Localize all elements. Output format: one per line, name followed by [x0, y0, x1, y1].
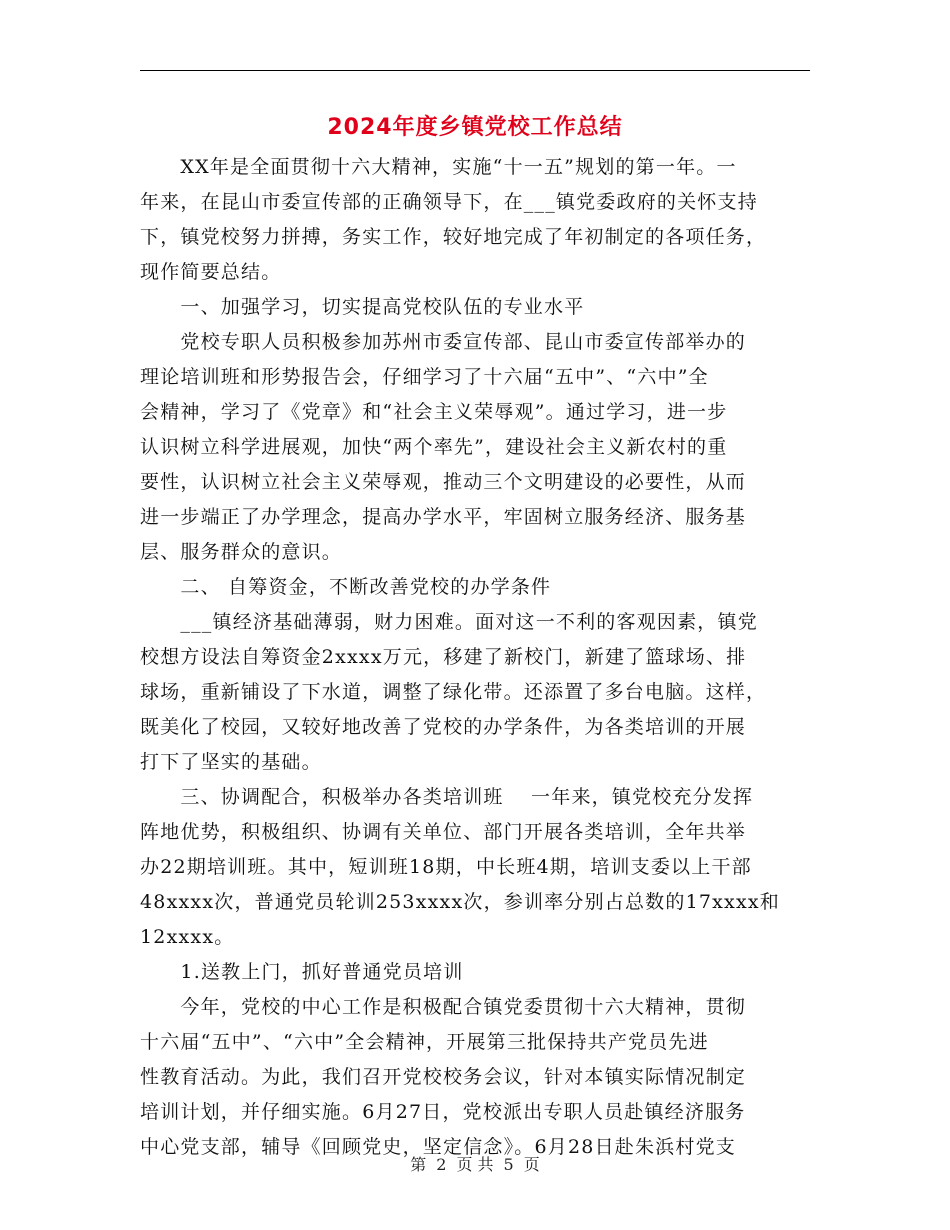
page-label-post: 页 — [523, 1155, 540, 1174]
body-line: 校想方设法自筹资金2xxxx万元，移建了新校门，新建了篮球场、排 — [140, 646, 747, 668]
body-line: 党校专职人员积极参加苏州市委宣传部、昆山市委宣传部举办的 — [140, 331, 747, 353]
body-line: 办22期培训班。其中，短训班18期，中长班4期，培训支委以上干部 — [140, 856, 752, 878]
page-footer — [140, 1152, 810, 1175]
total-pages: 5 — [503, 1155, 514, 1174]
body-line: 打下了坚实的基础。 — [140, 751, 322, 773]
body-line: 现作简要总结。 — [140, 261, 282, 283]
section-heading: 二、 自筹资金，不断改善党校的办学条件 — [140, 576, 552, 598]
body-line: 12xxxx。 — [140, 926, 235, 948]
body-line: 性教育活动。为此，我们召开党校校务会议，针对本镇实际情况制定 — [140, 1066, 747, 1088]
body-line: 下，镇党校努力拼搏，务实工作，较好地完成了年初制定的各项任务， — [140, 226, 767, 248]
body-line: 球场，重新铺设了下水道，调整了绿化带。还添置了多台电脑。这样， — [140, 681, 767, 703]
document-body — [140, 150, 810, 1165]
body-line: 中心党支部，辅导《回顾党史，坚定信念》。6月28日赴朱浜村党支 — [140, 1136, 736, 1158]
subsection-heading: 1.送教上门，抓好普通党员培训 — [140, 961, 464, 983]
body-line: 层、服务群众的意识。 — [140, 541, 343, 563]
section-heading: 三、协调配合，积极举办各类培训班 一年来，镇党校充分发挥 — [140, 786, 754, 808]
body-line: 培训计划，并仔细实施。6月27日，党校派出专职人员赴镇经济服务 — [140, 1101, 746, 1123]
body-line: XX年是全面贯彻十六大精神，实施“十一五”规划的第一年。一 — [140, 156, 737, 178]
body-line: ___镇经济基础薄弱，财力困难。面对这一不利的客观因素，镇党 — [140, 611, 758, 633]
body-line: 理论培训班和形势报告会，仔细学习了十六届“五中”、“六中”全 — [140, 366, 709, 388]
body-line: 认识树立科学进展观，加快“两个率先”，建设社会主义新农村的重 — [140, 436, 728, 458]
body-line: 48xxxx次，普通党员轮训253xxxx次，参训率分别占总数的17xxxx和 — [140, 891, 781, 913]
document-title: 2024年度乡镇党校工作总结 — [327, 115, 623, 140]
page-label-pre: 第 — [410, 1155, 427, 1174]
page-number: 2 — [436, 1155, 447, 1174]
body-line: 阵地优势，积极组织、协调有关单位、部门开展各类培训，全年共举 — [140, 821, 747, 843]
body-line: 会精神，学习了《党章》和“社会主义荣辱观”。通过学习，进一步 — [140, 401, 728, 423]
body-line: 十六届“五中”、“六中”全会精神，开展第三批保持共产党员先进 — [140, 1031, 709, 1053]
body-line: 要性，认识树立社会主义荣辱观，推动三个文明建设的必要性，从而 — [140, 471, 747, 493]
body-line: 年来，在昆山市委宣传部的正确领导下，在___镇党委政府的关怀支持 — [140, 191, 758, 213]
header-rule — [140, 70, 810, 71]
body-line: 进一步端正了办学理念，提高办学水平，牢固树立服务经济、服务基 — [140, 506, 747, 528]
section-heading: 一、加强学习，切实提高党校队伍的专业水平 — [140, 296, 585, 318]
body-line: 今年，党校的中心工作是积极配合镇党委贯彻十六大精神，贯彻 — [140, 996, 747, 1018]
page-label-mid: 页 共 — [456, 1155, 494, 1174]
body-line: 既美化了校园，又较好地改善了党校的办学条件，为各类培训的开展 — [140, 716, 747, 738]
